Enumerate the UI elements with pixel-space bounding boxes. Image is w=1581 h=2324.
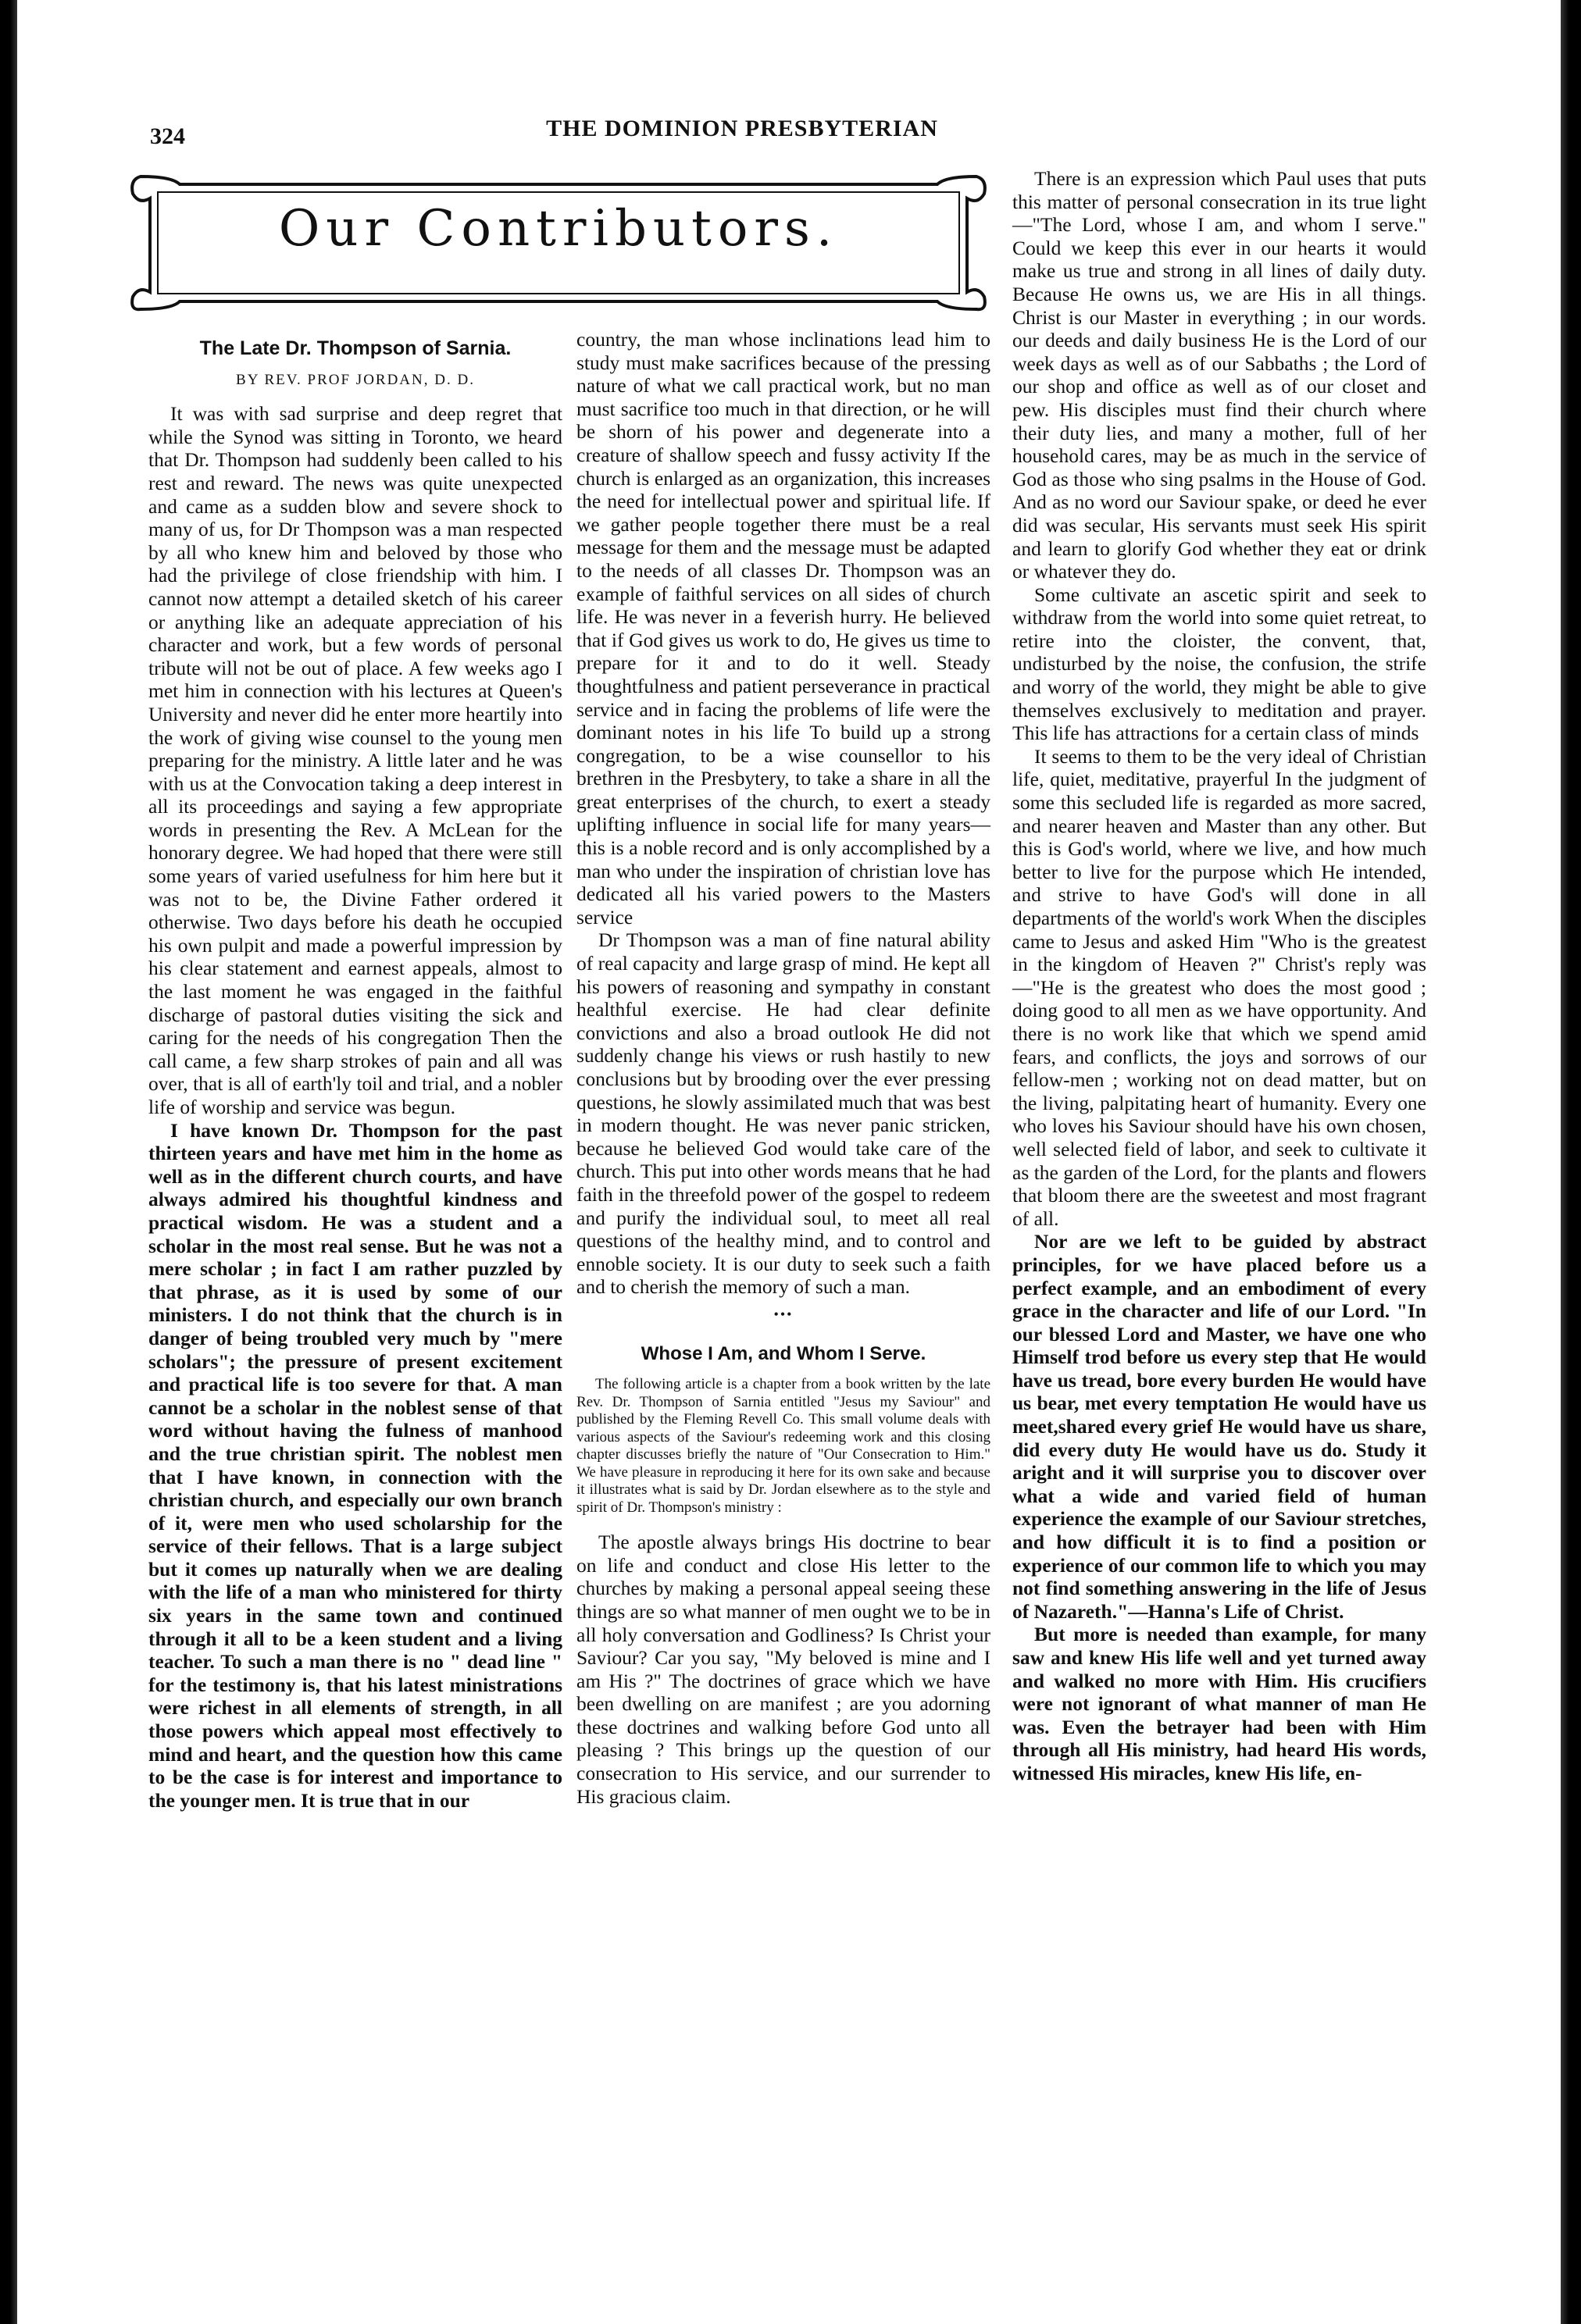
section-banner-title: Our Contributors. <box>278 200 839 258</box>
section-banner <box>125 167 992 312</box>
article-1-paragraph-2: I have known Dr. Thompson for the past thirteen years and have met him in the home as well as in the different church courts, and have always admired his thoughtful kindness and practical wisdom. He was a student and a scholar in the most real sense. But he was not a mere scholar ; in fact I am rather puzzled by that phrase, as it is used by some of our ministers. I do not think that the church is in danger of being troubled very much by "mere scholars"; the pressure of present excitement and practical life is too severe for that. A man cannot be a scholar in the noblest sense of that word without having the fulness of manhood and the true christian spirit. The noblest men that I have known, in connection with the christian church, and especially our own branch of it, were men who used scholarship for the service of their fellows. That is a large subject but it comes up naturally when we are dealing with the life of a man who ministered for thirty six years in the same town and continued through it all to be a keen student and a living teacher. To such a man there is no " dead line " for the testimony is, that his latest ministrations were richest in all elements of strength, in all those powers which appeal most effectively to mind and heart, and the question how this came to be the case is for interest and importance to the younger men. It is true that in our <box>148 1118 562 1812</box>
article-1-paragraph-4: Dr Thompson was a man of fine natural ability of real capacity and large grasp of mind. He kept all his powers of reasoning and sympathy in constant healthful exercise. He had clear definite convictions and also a broad outlook He did not suddenly change his views or rush hastily to new conclusions but by brooding over the ever pressing questions, he slowly assimilated much that was best in modern thought. He was never panic stricken, because he believed God would take care of the church. This put into other words means that he had faith in the threefold power of the gospel to redeem and purify the individual soul, to meet all real questions of the healthy mind, and to control and ennoble society. It is our duty to seek such a faith and to cherish the memory of such a man. <box>576 929 990 1299</box>
column-1 <box>148 328 562 1812</box>
column-3 <box>1012 167 1426 1785</box>
article-2-editor-note <box>576 1376 990 1517</box>
article-2-paragraph-6: But more is needed than example, for many saw and knew His life well and yet turned away and walked no more with Him. His crucifiers were not ignorant of what manner of man He was. Even the betrayer had been with Him through all His ministry, had heard His words, witnessed His miracles, knew His life, en- <box>1012 1623 1426 1784</box>
article-1-paragraph-1: It was with sad surprise and deep regret that while the Synod was sitting in Toronto, we heard that Dr. Thompson had suddenly been called to his rest and reward. The news was quite unexpected and came as a sudden blow and severe shock to many of us, for Dr Thompson was a man respected by all who knew him and beloved by those who had the privilege of close friendship with him. I cannot now attempt a detailed sketch of his career or anything like an adequate appreciation of his character and work, but a few words of personal tribute will not be out of place. A few weeks ago I met him in connection with his lectures at Queen's University and never did he enter more heartily into the work of giving wise counsel to the young men preparing for the ministry. A little later and he was with us at the Convocation taking a deep interest in all its proceedings and saying a few appropriate words in presenting the Rev. A McLean for the honorary degree. We had hoped that there were still some years of varied usefulness for him here but it was not to be, the Divine Father ordered it otherwise. Two days before his death he occupied his own pulpit and made a powerful impression by his clear statement and earnest appeals, almost to the last moment he was engaged in the faithful discharge of pastoral duties visiting the sick and caring for the needs of his congregation Then the call came, a few sharp strokes of pain and all was over, that is all of earth'ly toil and trial, and a nobler life of worship and service was begun. <box>148 402 562 1118</box>
editor-note-text: The following article is a chapter from a book written by the late Rev. Dr. Thompson of Sarnia entitled "Jesus my Saviour" and published by the Fleming Revell Co. This small volume deals with various aspects of the Saviour's redeeming work and this closing chapter discusses briefly the nature of "Our Consecration to Him." We have pleasure in reproducing it here for its own sake and because it illustrates what is said by Dr. Jordan elsewhere as to the style and spirit of Dr. Thompson's ministry : <box>576 1376 990 1516</box>
article-1-title: The Late Dr. Thompson of Sarnia. <box>199 337 512 359</box>
article-separator: ••• <box>773 1306 794 1322</box>
article-1-byline: BY REV. PROF JORDAN, D. D. <box>236 371 475 388</box>
running-head: THE DOMINION PRESBYTERIAN <box>546 116 938 141</box>
article-2-paragraph-2: There is an expression which Paul uses that puts this matter of personal consecration in its true light—"The Lord, whose I am, and whom I serve." Could we keep this ever in our hearts it would make us true and strong in all lines of daily duty. Because He owns us, we are His in all things. Christ is our Master in everything ; in our words. our deeds and daily business He is the Lord of our week days as well as of our Sabbaths ; the Lord of our shop and office as well as of our closet and pew. His disciples must find their church where their duty lies, and many a mother, full of her household cares, may be as much in the service of God as those who sing psalms in the House of God. And as no word our Saviour spake, or deed he ever did was secular, His servants must seek His spirit and learn to glorify God whether they eat or drink or whatever they do. <box>1012 167 1426 583</box>
article-1-paragraph-3: country, the man whose inclinations lead him to study must make sacrifices because of the pressing nature of what we call practical work, but no man must sacrifice too much in that direction, or he will be shorn of his power and degenerate into a creature of shallow speech and fussy activity If the church is enlarged as an organization, this increases the need for intellectual power and spiritual life. If we gather people together there must be a real message for them and the message must be adapted to the needs of all classes Dr. Thompson was an example of faithful services on all sides of church life. He was never in a feverish hurry. He believed that if God gives us work to do, He gives us time to prepare for it and to do it well. Steady thoughtfulness and patient perseverance in practical service and in facing the problems of life were the dominant notes in his life To build up a strong congregation, to be a wise counsellor to his brethren in the Presbytery, to take a share in all the great enterprises of the church, to exert a steady uplifting influence in social life for many years—this is a noble record and is only accomplished by a man who under the inspiration of christian love has dedicated all his varied powers to the Masters service <box>576 328 990 929</box>
article-2-paragraph-3: Some cultivate an ascetic spirit and seek to withdraw from the world into some quiet retreat, to retire into the cloister, the convent, that, undisturbed by the noise, the confusion, the strife and worry of the world, they might be able to give themselves exclusively to meditation and prayer. This life has attractions for a certain class of minds <box>1012 583 1426 745</box>
article-2-paragraph-5: Nor are we left to be guided by abstract principles, for we have placed before us a perfect example, and an embodiment of every grace in the character and life of our Lord. "In our blessed Lord and Master, we have one who Himself trod before us every step that He would have us tread, bore every burden He would have us bear, met every temptation He would have us meet,shared every grief He would have us share, did every duty He would have us do. Study it aright and it will surprise you to discover over what a wide and varied field of human experience the example of our Saviour stretches, and how difficult it is to find a position or experience of our common life to which you may not find something answering in the life of Jesus of Nazareth."—Hanna's Life of Christ. <box>1012 1230 1426 1623</box>
column-2 <box>576 328 990 1808</box>
article-2-paragraph-1: The apostle always brings His doctrine to bear on life and conduct and close His letter to the churches by making a personal appeal seeing these things are so what manner of men ought we to be in all holy conversation and Godliness? Is Christ your Saviour? Car you say, "My beloved is mine and I am His ?" The doctrines of grace which we have been dwelling on are manifest ; are you adorning these doctrines and walking before God unto all pleasing ? This brings up the question of our consecration to His service, and our surrender to His gracious claim. <box>576 1531 990 1808</box>
scan-edge-left <box>0 0 17 2324</box>
page-number: 324 <box>150 123 185 149</box>
scan-edge-right <box>1561 0 1581 2324</box>
article-2-title: Whose I Am, and Whom I Serve. <box>641 1342 926 1364</box>
article-2-paragraph-4: It seems to them to be the very ideal of Christian life, quiet, meditative, prayerful In the judgment of some this secluded life is regarded as more sacred, and nearer heaven and Master than any other. But this is God's world, where we live, and how much better to live for the purpose which He intended, and strive to have God's will done in all departments of the world's work When the disciples came to Jesus and asked Him "Who is the greatest in the kingdom of Heaven ?" Christ's reply was—"He is the greatest who does the most good ; doing good to all men as we have opportunity. And there is no work like that which we spend amid fears, and conflicts, the joys and sorrows of our fellow-men ; working not on dead matter, but on the living, palpitating heart of humanity. Every one who loves his Saviour should have his own chosen, well selected field of labor, and seek to cultivate it as the garden of the Lord, for the plants and flowers that bloom there are the sweetest and most fragrant of all. <box>1012 744 1426 1230</box>
